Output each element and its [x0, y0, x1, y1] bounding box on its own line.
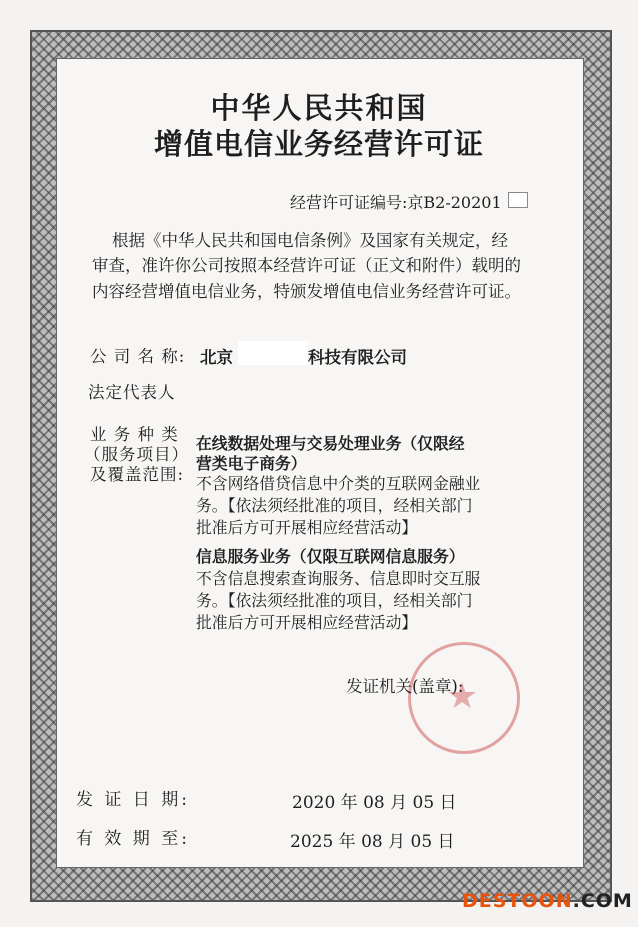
title-line-1: 中华人民共和国: [210, 91, 428, 125]
company-label: 公 司 名 称:: [90, 347, 186, 366]
service-2-detail-line-2: 务。【依法须经批准的项目，经相关部门: [196, 591, 473, 610]
issue-date-label: 发 证 日 期:: [76, 790, 190, 810]
service-1-title-line-2: 营类电子商务）: [196, 454, 307, 473]
license-number: 经营许可证编号:京B2-20201: [290, 193, 502, 212]
company-name-suffix: 科技有限公司: [308, 348, 407, 367]
service-1-detail-line-1: 不含网络借贷信息中介类的互联网金融业: [196, 474, 481, 493]
redacted-license-digits: [508, 192, 528, 208]
valid-until-label: 有 效 期 至:: [76, 829, 190, 849]
intro-line-1: 根据《中华人民共和国电信条例》及国家有关规定，经: [112, 231, 508, 250]
valid-until-date: 2025 年 08 月 05 日: [290, 832, 455, 852]
intro-line-3: 内容经营增值电信业务，特颁发增值电信业务经营许可证。: [92, 282, 521, 301]
issue-date: 2020 年 08 月 05 日: [292, 793, 457, 813]
intro-line-2: 审查，准许你公司按照本经营许可证（正文和附件）载明的: [92, 256, 521, 275]
title-line-2: 增值电信业务经营许可证: [153, 127, 484, 161]
red-star-icon: ★: [446, 676, 479, 717]
scope-label-3: 及覆盖范围:: [90, 465, 185, 484]
scope-label-1: 业 务 种 类: [90, 425, 179, 444]
watermark-part-2: .COM: [572, 890, 633, 912]
service-1-detail-line-3: 批准后方可开展相应经营活动】: [196, 518, 418, 537]
company-name-prefix: 北京: [200, 348, 233, 367]
service-2-title: 信息服务业务（仅限互联网信息服务）: [196, 547, 465, 566]
watermark-logo: [462, 890, 633, 912]
service-1-title-line-1: 在线数据处理与交易处理业务（仅限经: [196, 434, 465, 453]
service-1-detail-line-2: 务。【依法须经批准的项目，经相关部门: [196, 496, 473, 515]
redacted-company-name: [238, 341, 308, 365]
service-2-detail-line-3: 批准后方可开展相应经营活动】: [196, 613, 418, 632]
legal-representative-label: 法定代表人: [88, 383, 176, 402]
service-2-detail-line-1: 不含信息搜索查询服务、信息即时交互服: [196, 569, 481, 588]
issuer-label: 发证机关(盖章):: [346, 677, 464, 696]
scope-label-2: （服务项目）: [84, 445, 189, 464]
watermark-part-1: DESTOON: [462, 890, 573, 912]
